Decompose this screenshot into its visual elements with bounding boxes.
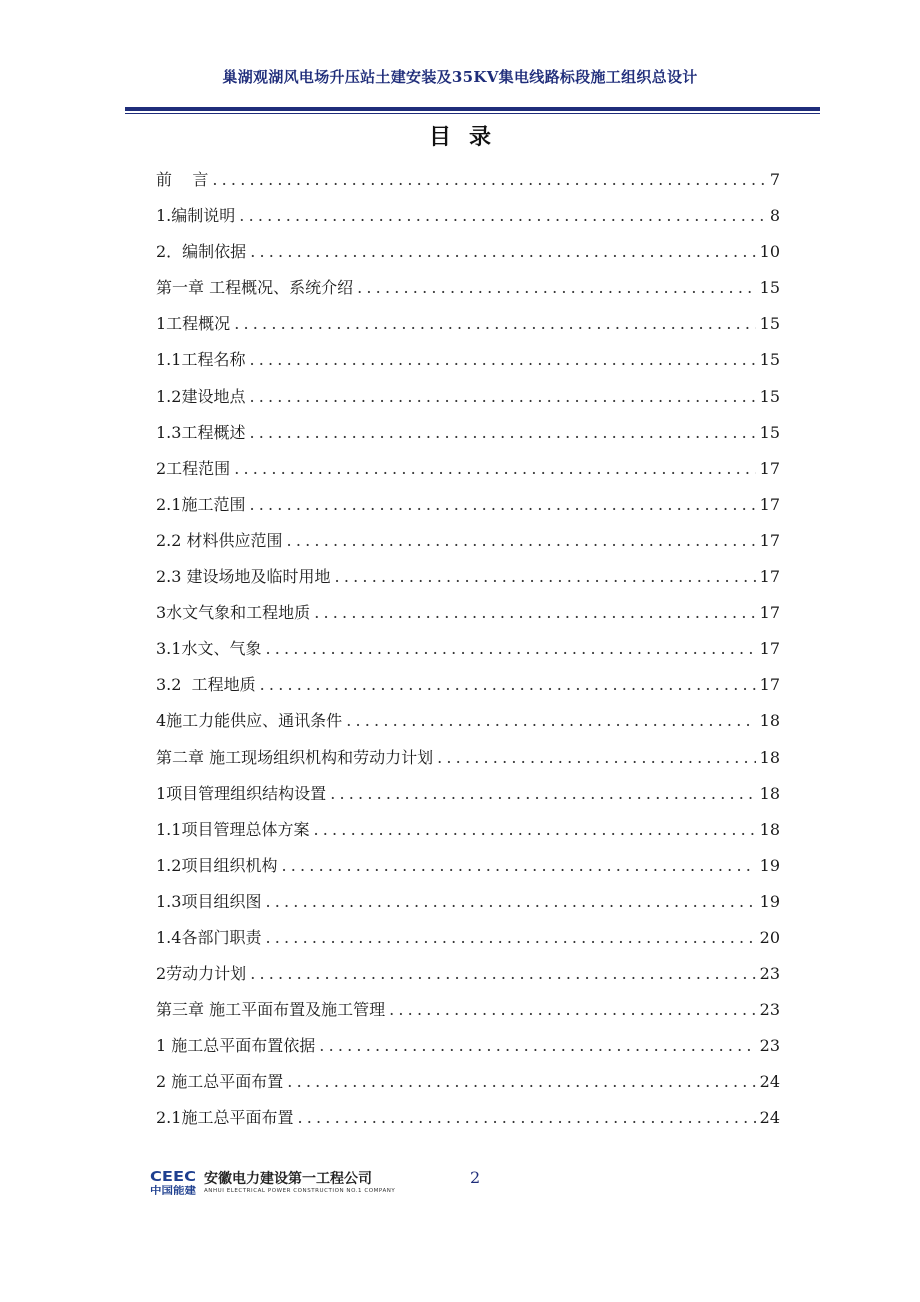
toc-entry-title: 前 言: [156, 170, 209, 189]
toc-entry-page: 17: [759, 603, 780, 623]
toc-entry[interactable]: [156, 523, 780, 559]
toc-entry-page: 17: [759, 530, 780, 550]
toc-entry-page: 20: [759, 927, 780, 947]
toc-dot-leader: [249, 342, 755, 378]
toc-entry-title: 3水文气象和工程地质: [156, 603, 311, 623]
toc-entry-page: 8: [769, 206, 780, 226]
toc-entry-page: 18: [759, 819, 780, 839]
toc-entry[interactable]: [156, 559, 780, 595]
page-number: 2: [470, 1168, 481, 1187]
toc-dot-leader: [265, 631, 755, 667]
toc-entry[interactable]: [156, 667, 780, 703]
toc-dot-leader: [287, 1064, 755, 1100]
toc-entry-title: 2工程范围: [156, 458, 231, 478]
toc-entry-page: 17: [759, 639, 780, 659]
toc-entry[interactable]: [156, 703, 780, 739]
toc-entry-title: 2.1施工范围: [156, 494, 246, 514]
company-logo-subtext: 中国能建: [150, 1186, 190, 1196]
toc-entry[interactable]: [156, 740, 780, 776]
toc-dot-leader: [319, 1028, 755, 1064]
toc-entry-title: 1.编制说明: [156, 206, 236, 226]
footer-company-name: 安徽电力建设第一工程公司: [204, 1171, 372, 1187]
toc-dot-leader: [335, 559, 756, 595]
toc-entry-title: 1.2项目组织机构: [156, 855, 278, 875]
toc-entry-page: 17: [759, 675, 780, 695]
toc-entry-title: 第一章 工程概况、系统介绍: [156, 278, 354, 298]
toc-entry-title: 第三章 施工平面布置及施工管理: [156, 1000, 386, 1020]
company-logo: [150, 1168, 198, 1196]
toc-dot-leader: [330, 776, 755, 812]
toc-dot-leader: [260, 667, 756, 703]
toc-dot-leader: [287, 523, 756, 559]
toc-entry[interactable]: [156, 487, 780, 523]
toc-dot-leader: [249, 415, 755, 451]
toc-entry-page: 18: [759, 711, 780, 731]
toc-entry-title: 2.3 建设场地及临时用地: [156, 567, 331, 587]
toc-entry-title: 1.1工程名称: [156, 350, 246, 370]
toc-entry-title: 2 施工总平面布置: [156, 1072, 284, 1092]
header-rule-thin: [125, 113, 820, 114]
toc-entry-title: 2.1施工总平面布置: [156, 1108, 294, 1128]
toc-dot-leader: [313, 812, 755, 848]
toc-entry[interactable]: [156, 848, 780, 884]
toc-entry[interactable]: [156, 342, 780, 378]
toc-entry[interactable]: [156, 956, 780, 992]
toc-dot-leader: [250, 234, 755, 270]
toc-entry-page: 23: [759, 1000, 780, 1020]
toc-entry-page: 7: [769, 170, 780, 189]
header-rule-thick: [125, 107, 820, 111]
toc-entry-title: 第二章 施工现场组织机构和劳动力计划: [156, 747, 434, 767]
toc-entry-title: 1.3项目组织图: [156, 891, 262, 911]
toc-entry[interactable]: [156, 234, 780, 270]
toc-dot-leader: [234, 306, 755, 342]
toc-entry-page: 10: [759, 242, 780, 262]
company-logo-mark: CEEC: [150, 1170, 196, 1185]
toc-entry-title: 3.1水文、气象: [156, 639, 262, 659]
toc-entry-title: 1.2建设地点: [156, 386, 246, 406]
toc-dot-leader: [297, 1100, 755, 1136]
toc-entry[interactable]: [156, 1028, 780, 1064]
toc-entry[interactable]: [156, 198, 780, 234]
toc-entry-page: 17: [759, 458, 780, 478]
toc-dot-leader: [265, 884, 755, 920]
toc-entry-page: 19: [759, 855, 780, 875]
toc-entry-title: 1.4各部门职责: [156, 927, 262, 947]
toc-dot-leader: [249, 487, 755, 523]
toc-dot-leader: [250, 956, 755, 992]
toc-entry[interactable]: [156, 1100, 780, 1136]
toc-entry-title: 1工程概况: [156, 314, 231, 334]
footer-company-name-en: ANHUI ELECTRICAL POWER CONSTRUCTION NO.1 COMPANY: [204, 1188, 396, 1194]
toc-entry-page: 19: [759, 891, 780, 911]
toc-entry-page: 15: [759, 314, 780, 334]
toc-dot-leader: [389, 992, 756, 1028]
toc-dot-leader: [249, 379, 755, 415]
toc-dot-leader: [314, 595, 755, 631]
toc-dot-leader: [281, 848, 755, 884]
toc-entry[interactable]: [156, 631, 780, 667]
toc-entry[interactable]: [156, 306, 780, 342]
toc-entry[interactable]: [156, 992, 780, 1028]
toc-entry-title: 4施工力能供应、通讯条件: [156, 711, 343, 731]
toc-entry[interactable]: [156, 1064, 780, 1100]
toc-dot-leader: [212, 162, 765, 198]
toc-entry-page: 15: [759, 386, 780, 406]
toc-entry[interactable]: [156, 884, 780, 920]
toc-dot-leader: [357, 270, 756, 306]
toc-entry-title: 1.1项目管理总体方案: [156, 819, 310, 839]
toc-entry-title: 2．编制依据: [156, 242, 247, 262]
toc-entry-title: 1项目管理组织结构设置: [156, 783, 327, 803]
toc-entry-page: 24: [759, 1108, 780, 1128]
toc-entry-page: 15: [759, 350, 780, 370]
toc-entry-title: 3.2 工程地质: [156, 675, 256, 695]
toc-entry-page: 18: [759, 747, 780, 767]
table-of-contents: [156, 162, 780, 1137]
toc-entry-page: 15: [759, 422, 780, 442]
toc-dot-leader: [239, 198, 766, 234]
toc-entry[interactable]: [156, 595, 780, 631]
toc-entry-page: 15: [759, 278, 780, 298]
toc-entry[interactable]: [156, 270, 780, 306]
toc-entry[interactable]: [156, 920, 780, 956]
toc-entry[interactable]: [156, 379, 780, 415]
toc-entry[interactable]: [156, 812, 780, 848]
toc-entry-page: 18: [759, 783, 780, 803]
toc-title: 目录: [428, 125, 509, 150]
running-header: 巢湖观湖风电场升压站土建安装及35KV集电线路标段施工组织总设计: [222, 68, 698, 86]
toc-dot-leader: [346, 703, 755, 739]
toc-dot-leader: [234, 451, 755, 487]
toc-entry-title: 2.2 材料供应范围: [156, 530, 283, 550]
toc-entry-title: 2劳动力计划: [156, 964, 247, 984]
toc-entry[interactable]: [156, 451, 780, 487]
toc-entry-title: 1.3工程概述: [156, 422, 246, 442]
toc-entry-page: 23: [759, 964, 780, 984]
toc-entry-page: 23: [759, 1036, 780, 1056]
toc-entry[interactable]: [156, 162, 780, 198]
toc-entry[interactable]: [156, 415, 780, 451]
toc-dot-leader: [265, 920, 755, 956]
toc-entry-page: 17: [759, 567, 780, 587]
toc-entry[interactable]: [156, 776, 780, 812]
toc-entry-page: 24: [759, 1072, 780, 1092]
toc-entry-page: 17: [759, 494, 780, 514]
toc-dot-leader: [437, 740, 756, 776]
toc-entry-title: 1 施工总平面布置依据: [156, 1036, 316, 1056]
